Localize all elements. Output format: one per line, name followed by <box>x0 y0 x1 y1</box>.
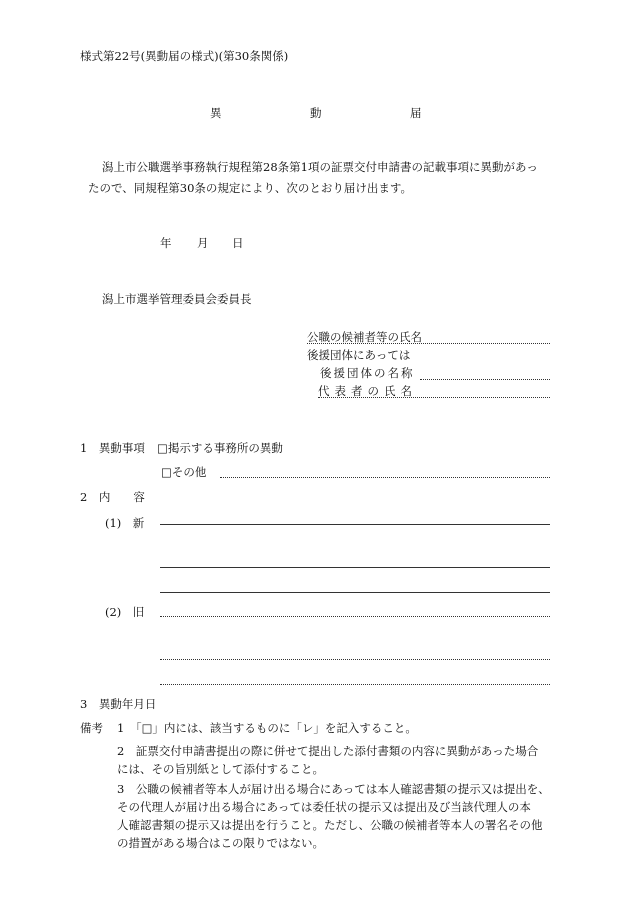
title-char-3: 届 <box>410 106 422 120</box>
title-char-2: 動 <box>310 106 322 120</box>
intro-line-2: たので、同規程第30条の規定により、次のとおり届け出ます。 <box>88 181 412 195</box>
option-office-change[interactable]: □掲示する事務所の異動 <box>157 441 283 455</box>
candidate-name-field[interactable] <box>307 343 550 344</box>
new-line-3[interactable] <box>160 592 550 593</box>
representative-label: 代表者の氏名 <box>318 384 417 398</box>
item3-label: 3 異動年月日 <box>80 697 157 711</box>
note-3-line-2: その代理人が届け出る場合にあっては委任状の提示又は提出及び当該代理人の本 <box>117 800 531 814</box>
notes-label: 備考 <box>80 721 103 735</box>
addressee: 潟上市選挙管理委員会委員長 <box>102 292 252 306</box>
group-name-field[interactable] <box>420 379 550 380</box>
old-line-2[interactable] <box>160 659 550 660</box>
date-year: 年 <box>160 236 172 250</box>
new-label: (1) 新 <box>105 516 145 530</box>
note-3-line-3: 人確認書類の提示又は提出を行うこと。ただし、公職の候補者等本人の署名その他 <box>117 818 543 832</box>
new-line-2[interactable] <box>160 567 550 568</box>
note-1: 1 「□」内には、該当するものに「レ」を記入すること。 <box>117 721 417 735</box>
group-name-label: 後援団体の名称 <box>320 366 415 380</box>
old-label: (2) 旧 <box>105 605 145 619</box>
intro-line-1: 潟上市公職選挙事務執行規程第28条第1項の証票交付申請書の記載事項に異動があっ <box>102 160 538 174</box>
date-month: 月 <box>197 236 209 250</box>
support-group-label: 後援団体にあっては <box>307 348 411 362</box>
representative-field[interactable] <box>318 397 550 398</box>
form-number: 様式第22号(異動届の様式)(第30条関係) <box>80 49 289 63</box>
new-line-1[interactable] <box>160 524 550 525</box>
old-line-1[interactable] <box>160 616 550 617</box>
item2-label: 2 内 容 <box>80 490 145 504</box>
old-line-3[interactable] <box>160 684 550 685</box>
option-other[interactable]: □その他 <box>161 465 207 479</box>
note-2-line-2: には、その旨別紙として添付すること。 <box>117 762 324 776</box>
note-2-line-1: 2 証票交付申請書提出の際に併せて提出した添付書類の内容に異動があった場合 <box>117 744 539 758</box>
note-3-line-1: 3 公職の候補者等本人が届け出る場合にあっては本人確認書類の提示又は提出を、 <box>117 782 550 796</box>
item1-label: 1 異動事項 <box>80 441 145 455</box>
other-detail-field[interactable] <box>220 477 550 478</box>
note-3-line-4: の措置がある場合はこの限りではない。 <box>117 836 324 850</box>
title-char-1: 異 <box>210 106 222 120</box>
date-day: 日 <box>232 236 244 250</box>
candidate-name-label: 公職の候補者等の氏名 <box>307 330 422 344</box>
